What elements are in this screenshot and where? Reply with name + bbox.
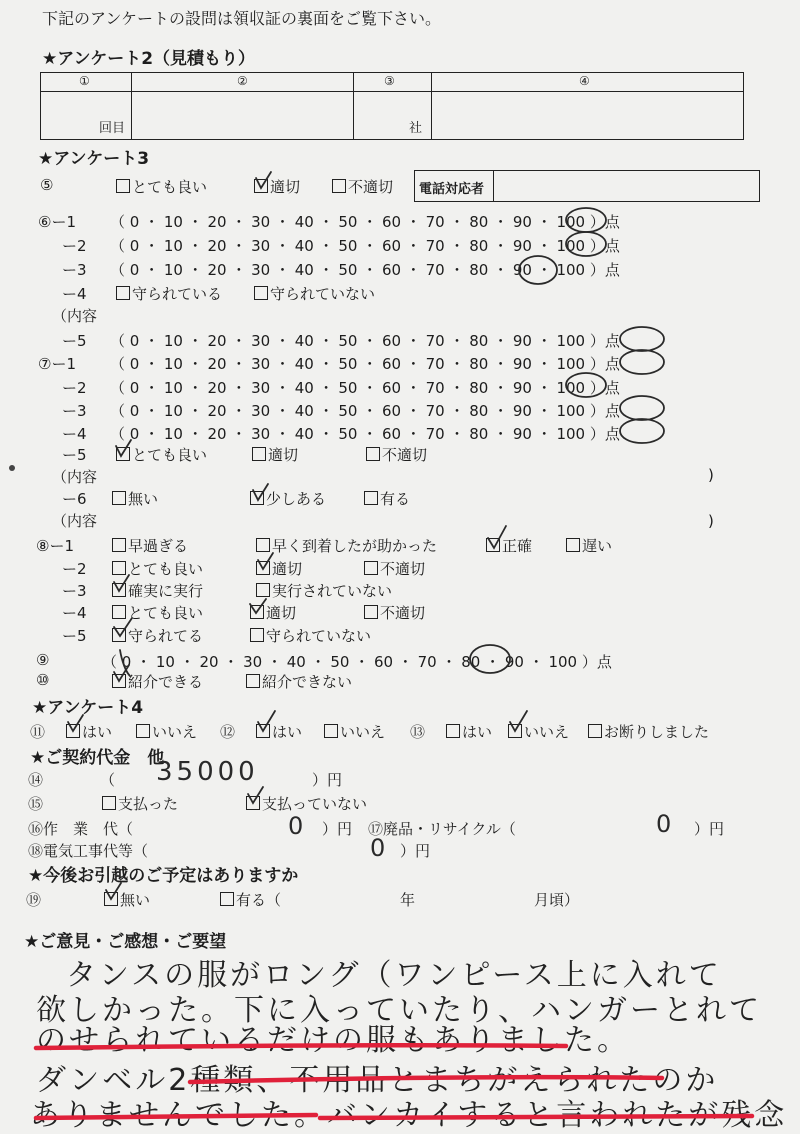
q8-4-opt1[interactable]: とても良い — [112, 602, 203, 623]
q6-4-opt2[interactable]: 守られていない — [254, 283, 375, 304]
q7-2-label: ー2 — [62, 379, 87, 397]
company-unit: 社 — [409, 121, 423, 136]
q19-opt2[interactable]: 有る（ — [220, 889, 281, 910]
q7-6-opt3[interactable]: 有る — [364, 488, 410, 509]
q7-6-label: ー6 — [62, 490, 87, 508]
check-q8-4 — [250, 599, 266, 613]
q7-4-label: ー4 — [62, 425, 87, 443]
header-note: 下記のアンケートの設問は領収証の裏面をご覧下さい。 — [42, 9, 442, 28]
q7-4-scale[interactable]: （ 0 ・ 10 ・ 20 ・ 30 ・ 40 ・ 50 ・ 60 ・ 70 ・ 80 ・ 90 ・ 100 ）点 — [110, 425, 620, 443]
q6-1-scale[interactable]: （ 0 ・ 10 ・ 20 ・ 30 ・ 40 ・ 50 ・ 60 ・ 70 ・ 80 ・ 90 ・ 100 ）点 — [110, 213, 620, 231]
q6-4-label: ー4 — [62, 285, 87, 303]
check-q19 — [106, 883, 121, 899]
q12-yes[interactable]: はい — [256, 721, 302, 742]
q10-opt1[interactable]: 紹介できる — [112, 671, 203, 692]
check-q8-5 — [114, 618, 132, 636]
q7-2-scale[interactable]: （ 0 ・ 10 ・ 20 ・ 30 ・ 40 ・ 50 ・ 60 ・ 70 ・ 80 ・ 90 ・ 100 ）点 — [110, 379, 620, 397]
stray-mark — [9, 465, 15, 471]
q6-2-label: ー2 — [62, 237, 87, 255]
circle-q7-2-90 — [566, 373, 606, 397]
q19-month: 月頃） — [534, 891, 580, 909]
q7-6-opt1[interactable]: 無い — [112, 488, 158, 509]
q8-3-label: ー3 — [62, 582, 87, 600]
q7-3-label: ー3 — [62, 402, 87, 420]
q7-5-opt3[interactable]: 不適切 — [366, 444, 427, 465]
q8-1-opt4[interactable]: 遅い — [566, 535, 612, 556]
q8-2-opt1[interactable]: とても良い — [112, 558, 203, 579]
q5-opt2[interactable]: 適切 — [254, 176, 300, 197]
q17-label: ⑰廃品・リサイクル（ — [368, 820, 516, 838]
red-underline-3 — [36, 1115, 316, 1118]
q6-5-label: ー5 — [62, 332, 87, 350]
section-opinion-title: ★ご意見・ご感想・ご要望 — [24, 932, 227, 952]
q8-1-opt1[interactable]: 早過ぎる — [112, 535, 188, 556]
q11-label: ⑪ — [30, 723, 46, 741]
times-unit: 回目 — [99, 121, 126, 136]
q8-2-opt3[interactable]: 不適切 — [364, 558, 425, 579]
q10-label: ⑩ — [36, 671, 50, 689]
q7-content-label: （内容 — [52, 468, 98, 486]
q15-opt1[interactable]: 支払った — [102, 793, 178, 814]
q8-5-opt2[interactable]: 守られていない — [250, 625, 371, 646]
section-q3-title: ★アンケート3 — [38, 149, 150, 169]
q8-1-label: ⑧ー1 — [36, 537, 74, 555]
red-underline-2 — [190, 1077, 662, 1082]
q12-label: ⑫ — [220, 723, 236, 741]
check-q7-5 — [116, 440, 131, 456]
circle-q6-1-90 — [566, 208, 606, 232]
q6-3-scale[interactable]: （ 0 ・ 10 ・ 20 ・ 30 ・ 40 ・ 50 ・ 60 ・ 70 ・ 80 ・ 90 ・ 100 ）点 — [110, 261, 620, 279]
q8-4-opt3[interactable]: 不適切 — [364, 602, 425, 623]
q16-amount[interactable]: 0 — [288, 812, 304, 840]
q7-content-close: ) — [708, 466, 714, 484]
circle-q6-3-80 — [519, 256, 557, 284]
circle-q6-2-90 — [566, 232, 606, 256]
q13-decline[interactable]: お断りしました — [588, 721, 709, 742]
q8-2-label: ー2 — [62, 560, 87, 578]
q6-1-label: ⑥ー1 — [38, 213, 76, 231]
q13-label: ⑬ — [410, 723, 426, 741]
col-4-header: ④ — [579, 74, 590, 88]
check-q5 — [256, 172, 271, 188]
check-q7-6 — [253, 484, 268, 500]
q19-label: ⑲ — [26, 891, 42, 909]
q19-opt1[interactable]: 無い — [104, 889, 150, 910]
q12-no[interactable]: いいえ — [324, 721, 385, 742]
q7-5-opt1[interactable]: とても良い — [116, 444, 207, 465]
q9-scale[interactable]: （ 0 ・ 10 ・ 20 ・ 30 ・ 40 ・ 50 ・ 60 ・ 70 ・ 80 ・ 90 ・ 100 ）点 — [102, 653, 612, 671]
q18-unit: ）円 — [400, 842, 431, 860]
q14-amount[interactable]: 35000 — [156, 757, 259, 787]
circle-q9-70 — [470, 645, 510, 673]
col-1-header: ① — [79, 74, 90, 88]
col-3-header: ③ — [384, 74, 395, 88]
q8-5-label: ー5 — [62, 627, 87, 645]
q9-label: ⑨ — [36, 651, 50, 669]
q16-label: ⑯作 業 代（ — [28, 820, 134, 838]
circle-q7-3-100 — [620, 396, 664, 420]
q6-3-label: ー3 — [62, 261, 87, 279]
section-q4-title: ★アンケート4 — [32, 698, 144, 718]
circle-q7-1-100 — [620, 350, 664, 374]
q14-open: （ — [100, 771, 116, 789]
q6-content-label: （内容 — [52, 307, 98, 325]
q13-yes[interactable]: はい — [446, 721, 492, 742]
q7-1-label: ⑦ー1 — [38, 355, 76, 373]
q5-opt1[interactable]: とても良い — [116, 176, 207, 197]
q8-4-opt2[interactable]: 適切 — [250, 602, 296, 623]
q15-opt2[interactable]: 支払っていない — [246, 793, 367, 814]
check-q13 — [510, 711, 527, 731]
section-q2-title: ★アンケート2（見積もり） — [42, 49, 256, 69]
q14-label: ⑭ — [28, 771, 44, 789]
q7-6-content-label: （内容 — [52, 512, 98, 530]
q6-2-scale[interactable]: （ 0 ・ 10 ・ 20 ・ 30 ・ 40 ・ 50 ・ 60 ・ 70 ・ 80 ・ 90 ・ 100 ）点 — [110, 237, 620, 255]
opinion-line-2: 欲しかった。下に入っていたり、ハンガーとれて — [36, 993, 762, 1028]
q8-4-label: ー4 — [62, 604, 87, 622]
q18-amount[interactable]: 0 — [370, 834, 386, 862]
q13-no[interactable]: いいえ — [508, 721, 569, 742]
q7-1-scale[interactable]: （ 0 ・ 10 ・ 20 ・ 30 ・ 40 ・ 50 ・ 60 ・ 70 ・ 80 ・ 90 ・ 100 ）点 — [110, 355, 620, 373]
opinion-line-4: ダンベル2種類、不用品とまちがえられたのか — [36, 1063, 719, 1098]
red-underline-4 — [320, 1116, 752, 1118]
opinion-line-5: ありませんでした。バンカイすると言われたが残念 — [30, 1098, 788, 1133]
q7-5-label: ー5 — [62, 446, 87, 464]
q7-3-scale[interactable]: （ 0 ・ 10 ・ 20 ・ 30 ・ 40 ・ 50 ・ 60 ・ 70 ・ 80 ・ 90 ・ 100 ）点 — [110, 402, 620, 420]
q17-unit: ）円 — [694, 820, 725, 838]
q10-opt2[interactable]: 紹介できない — [246, 671, 352, 692]
q6-4-opt1[interactable]: 守られている — [116, 283, 222, 304]
q5-opt3[interactable]: 不適切 — [332, 176, 393, 197]
red-underline-1 — [36, 1045, 566, 1048]
q8-5-opt1[interactable]: 守られてる — [112, 625, 203, 646]
q7-6-content-close: ) — [708, 512, 714, 530]
q8-1-opt2[interactable]: 早く到着したが助かった — [256, 535, 437, 556]
q11-yes[interactable]: はい — [66, 721, 112, 742]
q8-3-opt1[interactable]: 確実に実行 — [112, 580, 203, 601]
check-q8-3 — [114, 575, 129, 591]
q7-5-opt2[interactable]: 適切 — [252, 444, 298, 465]
q8-2-opt2[interactable]: 適切 — [256, 558, 302, 579]
circle-q6-5-100 — [620, 327, 664, 351]
check-q8-2 — [258, 553, 273, 569]
col-2-header: ② — [237, 74, 248, 88]
q17-amount[interactable]: 0 — [656, 810, 672, 838]
q7-6-opt2[interactable]: 少しある — [250, 488, 326, 509]
q16-unit: ）円 — [322, 820, 353, 838]
q8-1-opt3[interactable]: 正確 — [486, 535, 532, 556]
check-q11 — [68, 715, 83, 731]
phone-staff-label: 電話対応者 — [419, 182, 485, 197]
opinion-line-3: のせられているだけの服もありました。 — [36, 1023, 630, 1058]
section-move-title: ★今後お引越のご予定はありますか — [28, 866, 299, 886]
q18-label: ⑱電気工事代等（ — [28, 842, 149, 860]
check-q12 — [258, 711, 275, 731]
q11-no[interactable]: いいえ — [136, 721, 197, 742]
q6-5-scale[interactable]: （ 0 ・ 10 ・ 20 ・ 30 ・ 40 ・ 50 ・ 60 ・ 70 ・ 80 ・ 90 ・ 100 ）点 — [110, 332, 620, 350]
q14-unit: ）円 — [312, 771, 343, 789]
q8-3-opt2[interactable]: 実行されていない — [256, 580, 392, 601]
q19-year: 年 — [400, 891, 416, 909]
check-q8-1 — [488, 526, 506, 548]
section-contract-title: ★ご契約代金 他 — [30, 748, 165, 768]
opinion-line-1: タンスの服がロング（ワンピース上に入れて — [66, 958, 722, 993]
q5-number: ⑤ — [40, 176, 54, 194]
circle-q7-4-100 — [620, 419, 664, 443]
q15-label: ⑮ — [28, 795, 44, 813]
check-q15 — [248, 787, 263, 803]
